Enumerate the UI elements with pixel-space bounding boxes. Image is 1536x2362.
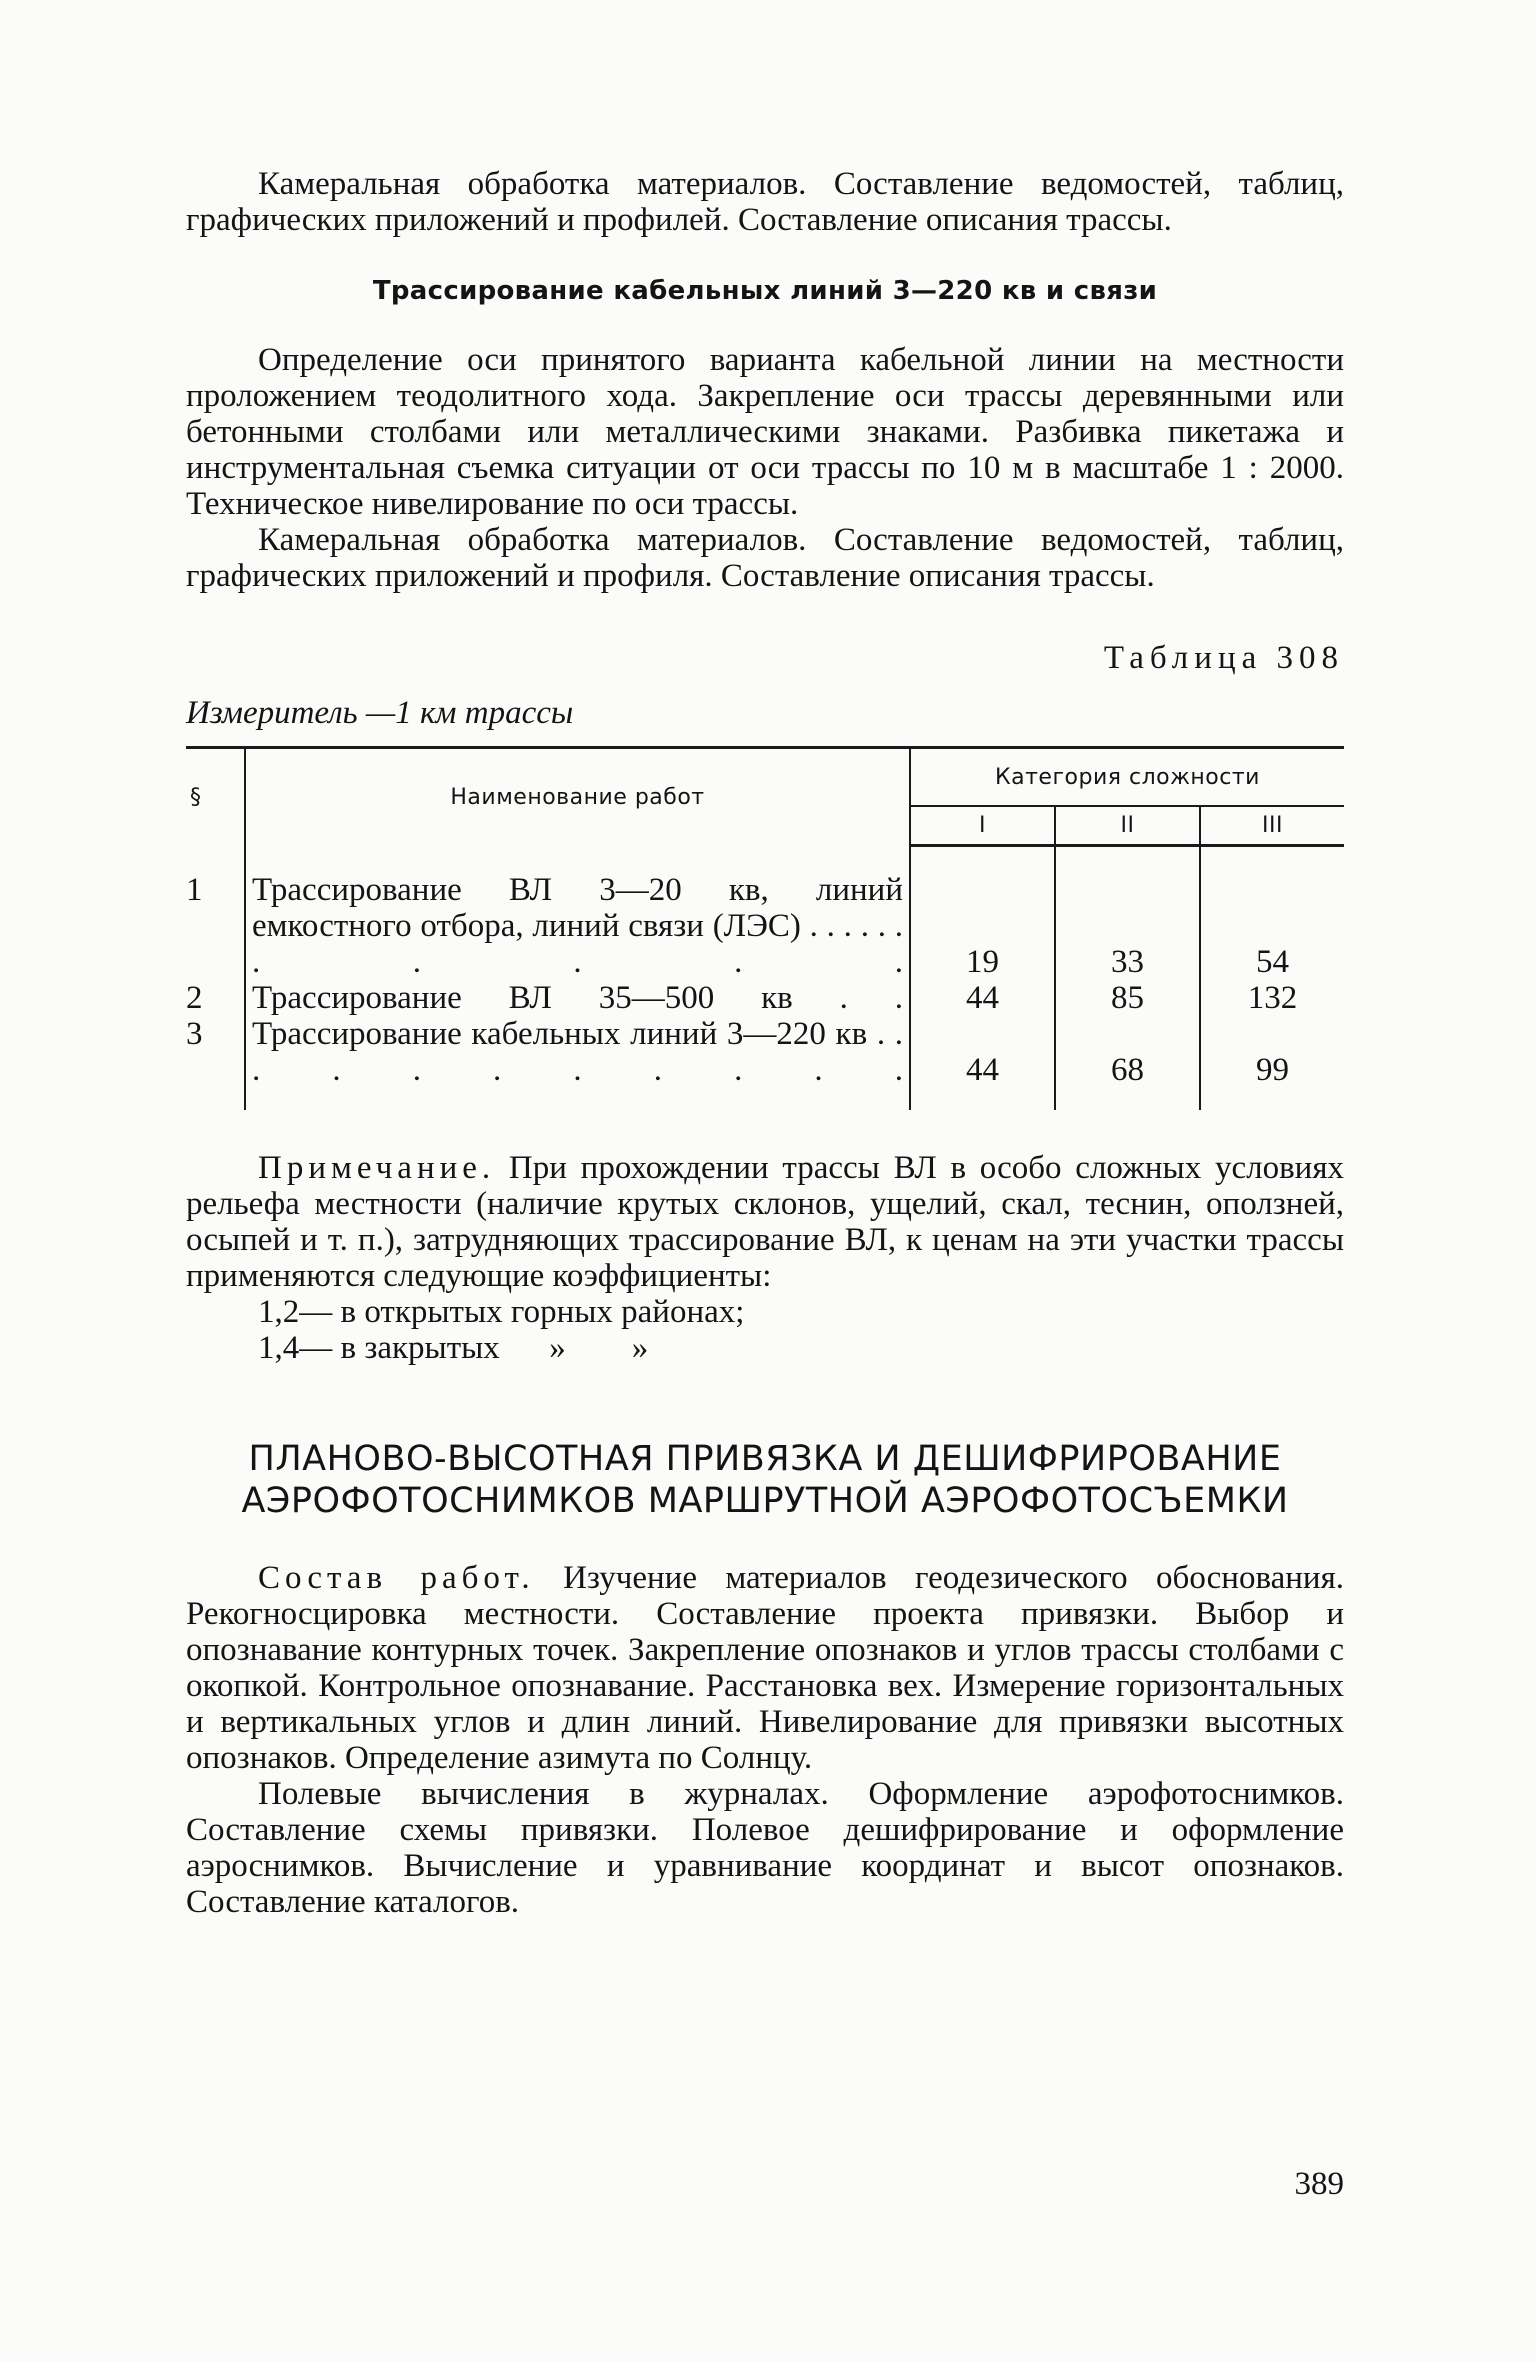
intro-paragraph: Камеральная обработка материалов. Составление ведомостей, таблиц, графических приложений и профилей. Составление описания трассы. bbox=[186, 166, 1344, 238]
row-section: 2 bbox=[186, 980, 245, 1016]
header-name: Наименование работ bbox=[245, 748, 910, 846]
row-name: Трассирование кабельных линий 3—220 кв . . . . . . . . . . . bbox=[252, 1015, 903, 1088]
row-value-3: 99 bbox=[1256, 1051, 1289, 1088]
table-row bbox=[186, 846, 1344, 980]
row-value-3: 132 bbox=[1247, 979, 1298, 1016]
document-page bbox=[186, 166, 1345, 2202]
row-value-2: 33 bbox=[1055, 846, 1200, 980]
composition-paragraph bbox=[186, 1560, 1344, 1776]
header-section: § bbox=[186, 748, 245, 846]
measure-unit: Измеритель —1 км трассы bbox=[186, 695, 574, 731]
table-row bbox=[186, 1016, 1344, 1110]
composition-label: Состав работ. bbox=[258, 1559, 535, 1596]
row-value-1: 19 bbox=[910, 846, 1055, 980]
section-paragraph-2: Камеральная обработка материалов. Составление ведомостей, таблиц, графических приложений и профиля. Составление описания трассы. bbox=[186, 522, 1344, 594]
composition-text: Изучение материалов геодезического обоснования. Рекогносцировка местности. Составление проекта привязки. Выбор и опознавание контурных точек. Закрепление опознаков и углов трассы столбами с окопкой. Контрольное опознавание. Расстановка вех. Измерение горизонтальных и вертикальных углов и длин линий. Нивелирование для привязки высотных опознаков. Определение азимута по Солнцу. bbox=[186, 1559, 1344, 1776]
row-value-3: 54 bbox=[1256, 943, 1289, 980]
row-value-1: 44 bbox=[910, 980, 1055, 1016]
field-paragraph: Полевые вычисления в журналах. Оформление аэрофотоснимков. Составление схемы привязки. Полевое дешифрирование и оформление аэроснимков. Вычисление и уравнивание координат и высот опознаков. Составление каталогов. bbox=[186, 1775, 1344, 1920]
header-category: Категория сложности bbox=[910, 748, 1344, 807]
note-text: При прохождении трассы ВЛ в особо сложных условиях рельефа местности (наличие крутых склонов, ущелий, скал, теснин, оползней, осыпей и т. п.), затрудняющих трассирование ВЛ, к ценам на эти участки трассы применяются следующие коэффициенты: bbox=[186, 1149, 1345, 1294]
page-number: 389 bbox=[1294, 2166, 1344, 2202]
row-section: 3 bbox=[186, 1016, 245, 1110]
section-title: Трассирование кабельных линий 3—220 кв и связи bbox=[372, 276, 1158, 306]
table-number: Таблица 308 bbox=[1103, 640, 1344, 676]
header-level-1: I bbox=[910, 806, 1055, 846]
row-name: Трассирование ВЛ 35—500 кв . . bbox=[252, 979, 903, 1016]
header-level-3: III bbox=[1200, 806, 1344, 846]
rates-table bbox=[186, 746, 1344, 1110]
row-name: Трассирование ВЛ 3—20 кв, линий емкостного отбора, линий связи (ЛЭС) . . . . . . . . . . . bbox=[252, 871, 903, 980]
section-paragraph-1: Определение оси принятого варианта кабельной линии на местности проложением теодолитного хода. Закрепление оси трассы деревянными или бетонными столбами или металлическими знаками. Разбивка пикетажа и инструментальная съемка ситуации от оси трассы по 10 м в масштабе 1 : 2000. Техническое нивелирование по оси трассы. bbox=[186, 342, 1344, 522]
row-value-1: 44 bbox=[910, 1016, 1055, 1110]
table-caption bbox=[186, 632, 1344, 732]
coefficient-1: 1,2— в открытых горных районах; bbox=[258, 1293, 745, 1330]
row-section: 1 bbox=[186, 846, 245, 980]
chapter-heading: ПЛАНОВО-ВЫСОТНАЯ ПРИВЯЗКА И ДЕШИФРИРОВАНИЕ АЭРОФОТОСНИМКОВ МАРШРУТНОЙ АЭРОФОТОСЪЕМКИ bbox=[241, 1438, 1289, 1521]
header-level-2: II bbox=[1055, 806, 1200, 846]
row-value-2: 68 bbox=[1055, 1016, 1200, 1110]
table-row bbox=[186, 980, 1344, 1016]
note-label: Примечание. bbox=[258, 1149, 496, 1186]
row-value-2: 85 bbox=[1055, 980, 1200, 1016]
table-note bbox=[186, 1150, 1344, 1294]
coefficient-2: 1,4— в закрытых » » bbox=[258, 1329, 649, 1366]
